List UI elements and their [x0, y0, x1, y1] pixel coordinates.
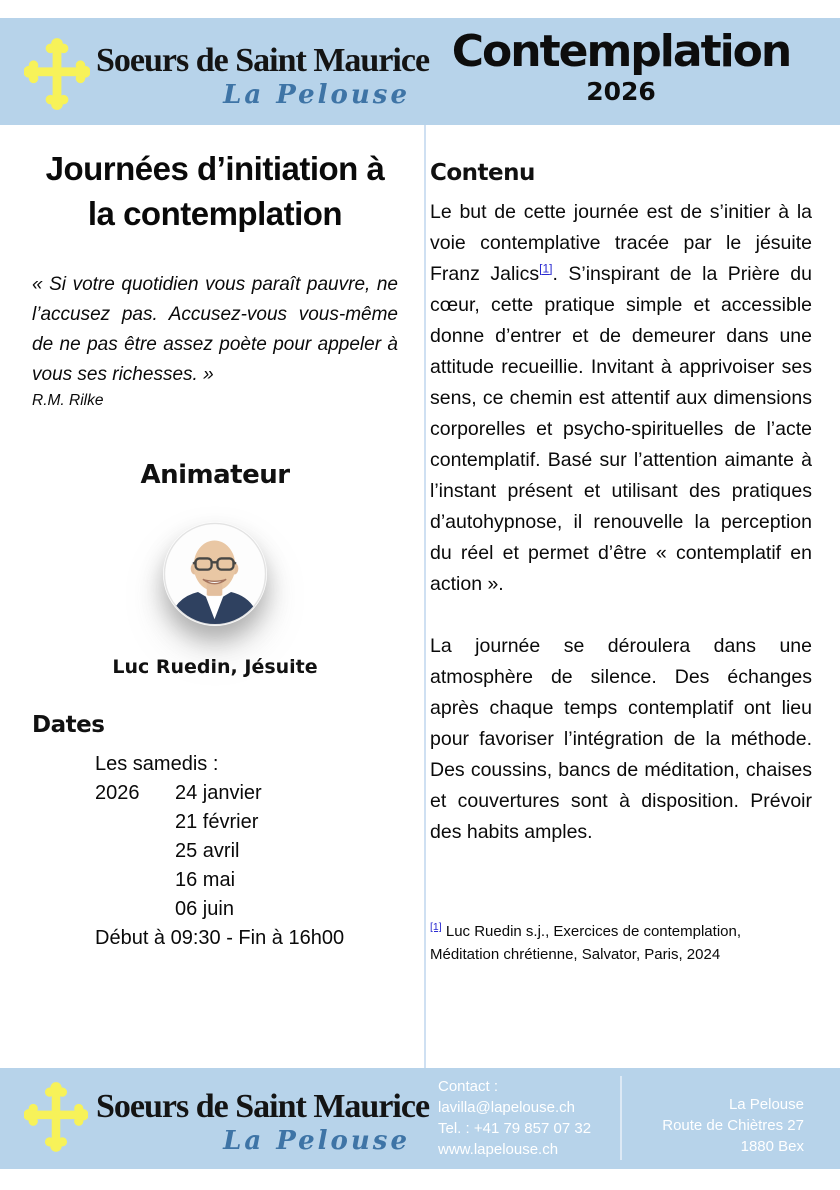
dates-time: Début à 09:30 - Fin à 16h00: [95, 927, 345, 949]
date-row: [95, 837, 398, 866]
dates-intro: Les samedis :: [95, 753, 219, 775]
quote-text: « Si votre quotidien vous paraît pauvre, ne l’accusez pas. Accusez-vous vous-même de ne pas être assez poète pour appeler à vous ses richesses. »: [32, 274, 398, 385]
org-subname: La Pelouse: [223, 80, 410, 110]
flyer-title: Contemplation: [451, 26, 791, 77]
date-row: [95, 779, 398, 808]
footnote: [430, 920, 812, 966]
animator-heading: Animateur: [140, 460, 290, 490]
cross-logo-icon: [24, 1080, 88, 1154]
org-name: Soeurs de Saint Maurice: [96, 42, 430, 79]
content-heading: Contenu: [430, 160, 535, 186]
dates-block: [95, 750, 398, 953]
footer-address-block: [662, 1094, 804, 1157]
dates-heading: Dates: [32, 712, 105, 738]
contact-email: lavilla@lapelouse.ch: [438, 1099, 575, 1116]
date-row: [95, 866, 398, 895]
org-subname-footer: La Pelouse: [223, 1126, 410, 1156]
date-item: 21 février: [175, 811, 259, 833]
date-item: 06 juin: [175, 898, 234, 920]
org-logo: [0, 18, 430, 125]
page-title: Journées d’initiation à la contemplation: [45, 150, 385, 232]
footer-band: [0, 1068, 840, 1169]
date-item: 16 mai: [175, 869, 236, 891]
masthead: [428, 26, 814, 106]
org-logo-footer: [0, 1068, 430, 1169]
left-column: [32, 146, 398, 953]
flyer-year: 2026: [586, 77, 656, 106]
date-row: [95, 808, 398, 837]
footnote-marker-link[interactable]: [1]: [430, 921, 442, 933]
org-name-footer: Soeurs de Saint Maurice: [96, 1088, 430, 1125]
column-divider: [424, 125, 426, 1068]
date-row: [95, 895, 398, 924]
cross-logo-icon: [24, 36, 90, 112]
content-paragraph-2: La journée se déroulera dans une atmosphère de silence. Des échanges après chaque temps contemplatif ont lieu pour favoriser l’intégration de la méthode. Des coussins, bancs de méditation, chaises et couvertures sont à disposition. Prévoir des habits amples.: [430, 635, 812, 843]
animator-portrait-wrap: [32, 522, 398, 626]
dates-year: 2026: [95, 782, 140, 804]
animator-name: Luc Ruedin, Jésuite: [112, 656, 318, 678]
footer-contact-block: [438, 1076, 591, 1160]
date-item: 25 avril: [175, 840, 240, 862]
footnote-text: Luc Ruedin s.j., Exercices de contemplation, Méditation chrétienne, Salvator, Paris, 2024: [430, 923, 742, 963]
content-paragraph-1: Le but de cette journée est de s’initier à la voie contemplative tracée par le jésuite Franz Jalics[1]. S’inspirant de la Prière du cœur, cette pratique simple et accessible donne d’entrer et de demeurer dans une attitude recueillie. Invitant à apprivoiser ses sens, ce chemin est attentif aux dimensions corporelles et psycho-spirituelles de l’acte contemplatif. Basé sur l’attention aimante à l’instant présent et utilisant des pratiques d’autohypnose, il renouvelle la perception du réel et permet d’être « contemplatif en action ».: [430, 201, 812, 595]
footer-divider: [620, 1076, 622, 1160]
address-city: 1880 Bex: [740, 1138, 804, 1155]
header-band: [0, 18, 840, 125]
footnote-ref-link[interactable]: [1]: [539, 261, 553, 276]
contact-website: www.lapelouse.ch: [438, 1141, 559, 1158]
animator-photo: [163, 522, 267, 626]
address-name: La Pelouse: [728, 1096, 804, 1113]
contact-phone: Tel. : +41 79 857 07 32: [438, 1120, 592, 1137]
contact-label: Contact :: [438, 1078, 499, 1095]
address-street: Route de Chiètres 27: [662, 1117, 804, 1134]
date-item: 24 janvier: [175, 782, 262, 804]
right-column: [430, 160, 812, 848]
quote-author: R.M. Rilke: [32, 392, 104, 409]
